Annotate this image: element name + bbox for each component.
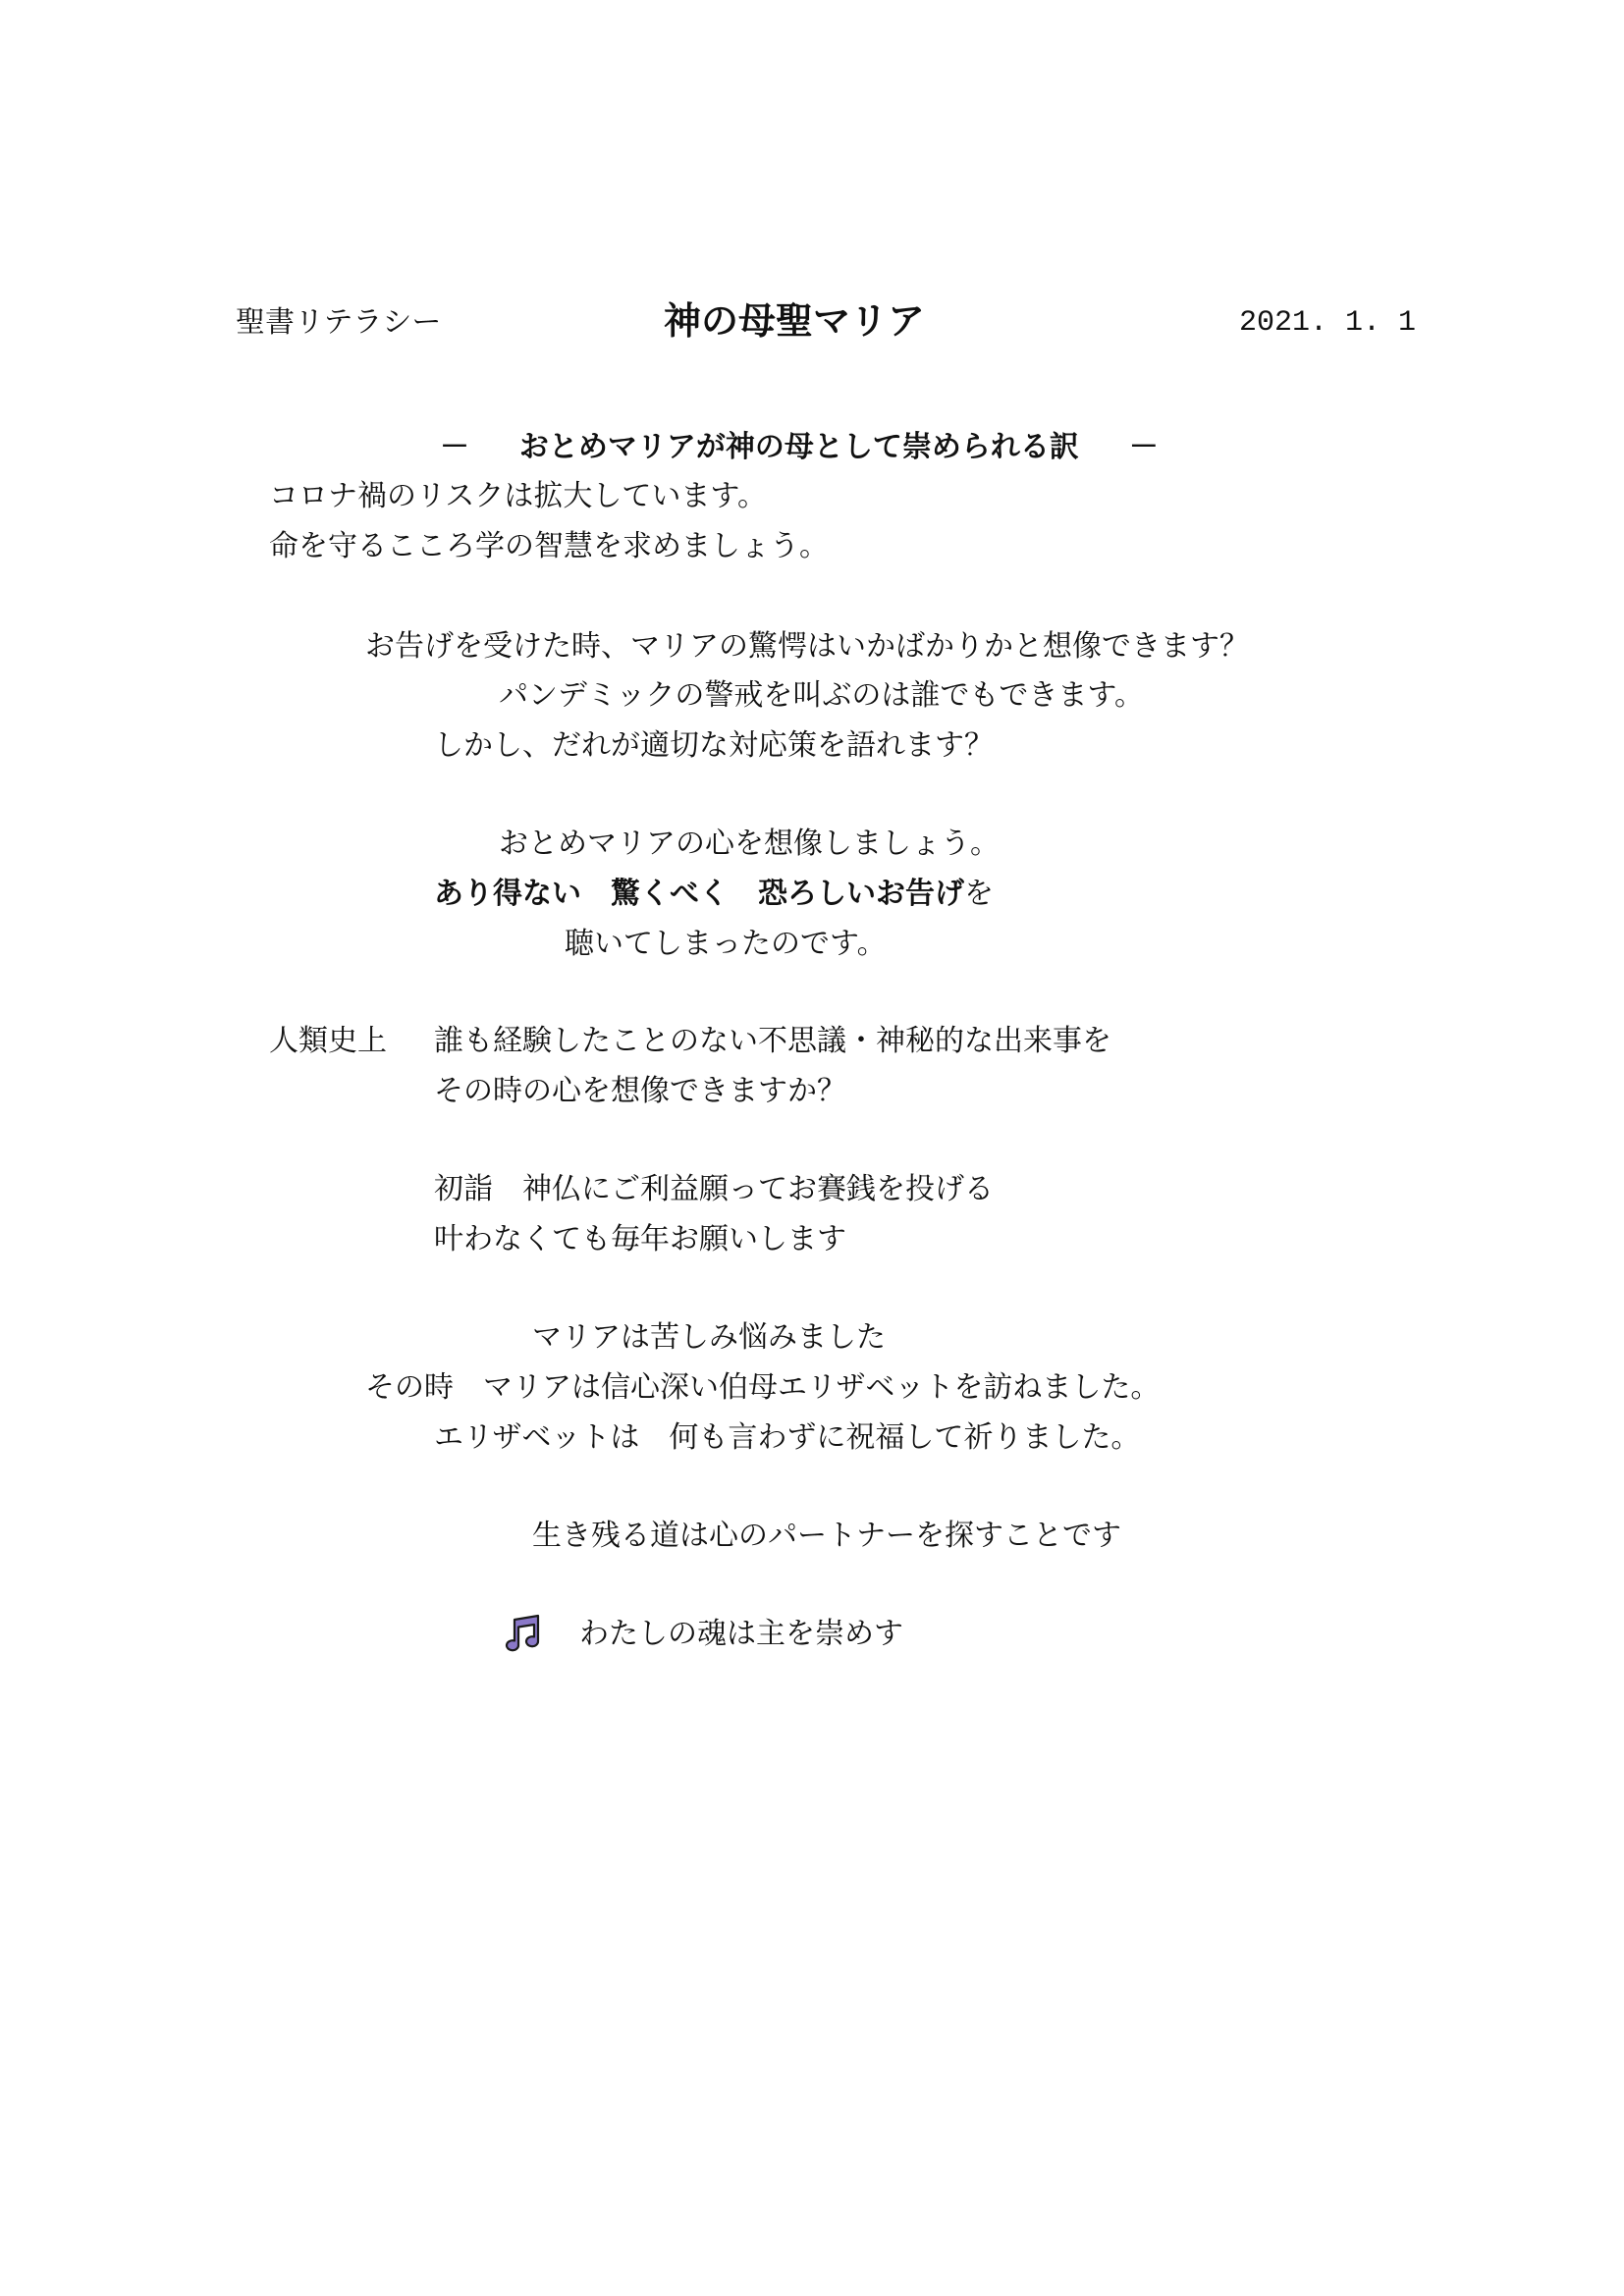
subtitle: [440, 430, 1159, 465]
block2-line-1: おとめマリアの心を想像しましょう。: [499, 827, 1000, 861]
block3-line-1: 誰も経験したことのない不思議・神秘的な出来事を: [434, 1024, 1111, 1058]
block4-line-2: 叶わなくても毎年お願いします: [434, 1222, 846, 1256]
song-title: わたしの魂は主を崇めす: [579, 1617, 903, 1651]
subtitle-dash-right: －: [1128, 430, 1159, 464]
page-title: 神の母聖マリア: [664, 299, 926, 343]
subtitle-text: おとめマリアが神の母として崇められる訳: [518, 430, 1079, 464]
block4-line-1: 初詣 神仏にご利益願ってお賽銭を投げる: [434, 1172, 994, 1206]
block5-line-2: その時 マリアは信心深い伯母エリザベットを訪ねました。: [365, 1370, 1161, 1405]
intro-line-1: コロナ禍のリスクは拡大しています。: [269, 479, 767, 513]
block2-emphasis: あり得ない 驚くべく 恐ろしいお告げ: [434, 877, 964, 911]
block2-line-3: 聴いてしまったのです。: [565, 927, 887, 961]
block1-line-2: パンデミックの警戒を叫ぶのは誰でもできます。: [499, 678, 1144, 713]
music-note-icon: [501, 1612, 544, 1655]
date: 2021. 1. 1: [1239, 306, 1417, 340]
block2-particle: を: [964, 877, 994, 911]
block2-line-2: [434, 877, 994, 912]
series-label: 聖書リテラシー: [236, 305, 442, 340]
subtitle-dash-left: －: [440, 430, 469, 464]
block5-line-1: マリアは苦しみ悩みました: [532, 1320, 886, 1355]
block5-line-3: エリザベットは 何も言わずに祝福して祈りました。: [434, 1420, 1141, 1455]
block1-line-3: しかし、だれが適切な対応策を語れます？: [434, 728, 994, 763]
block3-label: 人類史上: [269, 1024, 387, 1058]
conclusion: 生き残る道は心のパートナーを探すことです: [532, 1519, 1121, 1553]
block3-line-2: その時の心を想像できますか？: [434, 1074, 846, 1108]
intro-line-2: 命を守るこころ学の智慧を求めましょう。: [269, 529, 829, 563]
block1-line-1: お告げを受けた時、マリアの驚愕はいかばかりかと想像できます？: [365, 629, 1249, 664]
